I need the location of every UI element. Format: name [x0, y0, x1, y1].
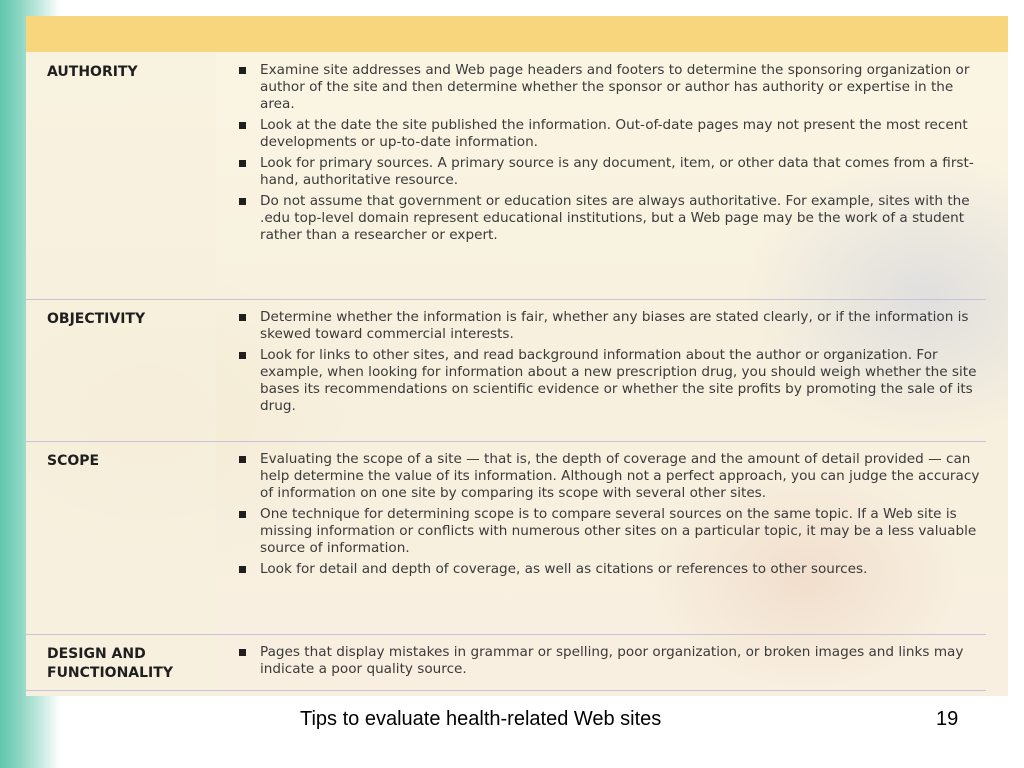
- bullet-text: Determine whether the information is fair, whether any biases are stated clearly, or if the information is skewed toward commercial interests.: [260, 309, 969, 342]
- list-item: [238, 347, 988, 415]
- row-label-authority: AUTHORITY: [47, 64, 138, 80]
- bullet-list-authority: [238, 62, 988, 248]
- square-bullet-icon: [239, 566, 246, 573]
- square-bullet-icon: [239, 352, 246, 359]
- bullet-list-objectivity: [238, 309, 988, 419]
- row-scope: [26, 441, 986, 635]
- bullet-list-scope: [238, 451, 988, 582]
- square-bullet-icon: [239, 314, 246, 321]
- square-bullet-icon: [239, 198, 246, 205]
- bullet-text: One technique for determining scope is to compare several sources on the same topic. If a Web site is missing information or conflicts with numerous other sites on a particular topic, it may be a less valuable source of information.: [260, 506, 977, 556]
- square-bullet-icon: [239, 456, 246, 463]
- square-bullet-icon: [239, 160, 246, 167]
- row-label-design-and-functionality: DESIGN AND FUNCTIONALITY: [47, 646, 173, 681]
- bullet-list-design-and-functionality: [238, 644, 988, 682]
- bullet-text: Look at the date the site published the information. Out-of-date pages may not present the most recent developments or up-to-date information.: [260, 117, 968, 150]
- row-authority: [26, 52, 986, 300]
- bullet-text: Examine site addresses and Web page headers and footers to determine the sponsoring organization or author of the site and then determine whether the sponsor or author has authority or expertise in the area.: [260, 62, 970, 112]
- row-design-and-functionality: [26, 634, 986, 691]
- square-bullet-icon: [239, 67, 246, 74]
- slide-page-number: 19: [936, 708, 959, 730]
- bullet-text: Look for links to other sites, and read background information about the author or organization. For example, when looking for information about a new prescription drug, you should weigh whether the site bases its recommendations on scientific evidence or whether the site profits by promoting the sale of its drug.: [260, 347, 977, 414]
- row-label-objectivity: OBJECTIVITY: [47, 311, 146, 327]
- square-bullet-icon: [239, 511, 246, 518]
- square-bullet-icon: [239, 649, 246, 656]
- criteria-table-image: [26, 16, 1008, 696]
- bullet-text: Look for detail and depth of coverage, as well as citations or references to other sources.: [260, 561, 868, 577]
- list-item: [238, 309, 988, 343]
- list-item: [238, 155, 988, 189]
- bullet-text: Look for primary sources. A primary source is any document, item, or other data that comes from a first-hand, authoritative resource.: [260, 155, 974, 188]
- list-item: [238, 644, 988, 678]
- table-header-band: [26, 16, 1008, 52]
- list-item: [238, 451, 988, 502]
- list-item: [238, 506, 988, 557]
- square-bullet-icon: [239, 122, 246, 129]
- bullet-text: Evaluating the scope of a site — that is, the depth of coverage and the amount of detail provided — can help determine the value of its information. Although not a perfect approach, you can judge the accuracy of information on one site by comparing its scope with several other sites.: [260, 451, 980, 501]
- list-item: [238, 62, 988, 113]
- list-item: [238, 117, 988, 151]
- row-label-scope: SCOPE: [47, 453, 100, 469]
- list-item: [238, 561, 988, 578]
- bullet-text: Do not assume that government or education sites are always authoritative. For example, sites with the .edu top-level domain represent educational institutions, but a Web page may be the work of a student rather than a researcher or expert.: [260, 193, 970, 243]
- row-objectivity: [26, 299, 986, 442]
- slide-footer-title: Tips to evaluate health-related Web sites: [300, 708, 662, 730]
- bullet-text: Pages that display mistakes in grammar or spelling, poor organization, or broken images and links may indicate a poor quality source.: [260, 644, 964, 677]
- list-item: [238, 193, 988, 244]
